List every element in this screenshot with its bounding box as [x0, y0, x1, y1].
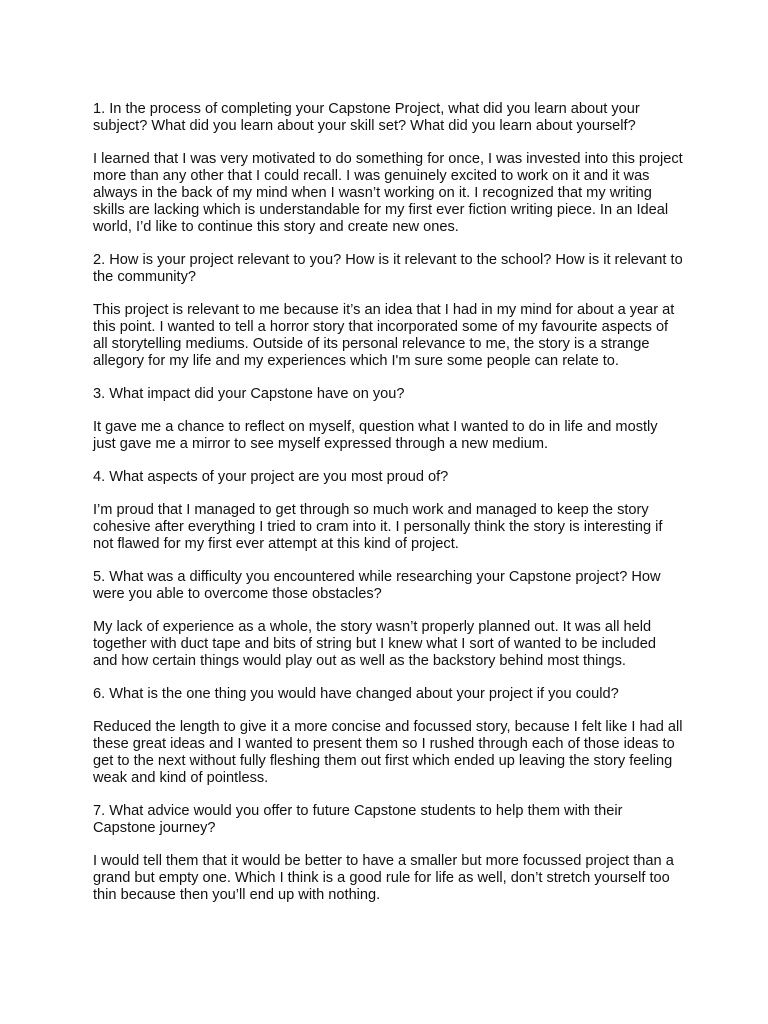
document-page	[93, 101, 683, 920]
question-1: 1. In the process of completing your Capstone Project, what did you learn about your subject? What did you learn about your skill set? What did you learn about yourself?	[93, 101, 640, 134]
question-3: 3. What impact did your Capstone have on you?	[93, 386, 405, 402]
answer-2: This project is relevant to me because it’s an idea that I had in my mind for about a year at this point. I wanted to tell a horror story that incorporated some of my favourite aspects of all storytelling mediums. Outside of its personal relevance to me, the story is a strange allegory for my life and my experiences which I'm sure some people can relate to.	[93, 302, 675, 369]
answer-7: I would tell them that it would be better to have a smaller but more focussed project than a grand but empty one. Which I think is a good rule for life as well, don’t stretch yourself too thin because then you’ll end up with nothing.	[93, 853, 674, 903]
question-4: 4. What aspects of your project are you most proud of?	[93, 469, 449, 485]
answer-1: I learned that I was very motivated to do something for once, I was invested into this project more than any other that I could recall. I was genuinely excited to work on it and it was always in the back of my mind when I wasn’t working on it. I recognized that my writing skills are lacking which is understandable for my first ever fiction writing piece. In an Ideal world, I’d like to continue this story and create new ones.	[93, 151, 683, 235]
answer-6: Reduced the length to give it a more concise and focussed story, because I felt like I had all these great ideas and I wanted to present them so I rushed through each of those ideas to get to the next without fully fleshing them out first which ended up leaving the story feeling weak and kind of pointless.	[93, 719, 683, 786]
question-5: 5. What was a difficulty you encountered while researching your Capstone project? How were you able to overcome those obstacles?	[93, 569, 661, 602]
answer-4: I’m proud that I managed to get through so much work and managed to keep the story cohesive after everything I tried to cram into it. I personally think the story is interesting if not flawed for my first ever attempt at this kind of project.	[93, 502, 663, 552]
question-7: 7. What advice would you offer to future Capstone students to help them with their Capstone journey?	[93, 803, 623, 836]
answer-3: It gave me a chance to reflect on myself, question what I wanted to do in life and mostly just gave me a mirror to see myself expressed through a new medium.	[93, 419, 658, 452]
answer-5: My lack of experience as a whole, the story wasn’t properly planned out. It was all held together with duct tape and bits of string but I knew what I sort of wanted to be included and how certain things would play out as well as the backstory behind most things.	[93, 619, 657, 669]
question-2: 2. How is your project relevant to you? How is it relevant to the school? How is it relevant to the community?	[93, 252, 683, 285]
question-6: 6. What is the one thing you would have changed about your project if you could?	[93, 686, 619, 702]
